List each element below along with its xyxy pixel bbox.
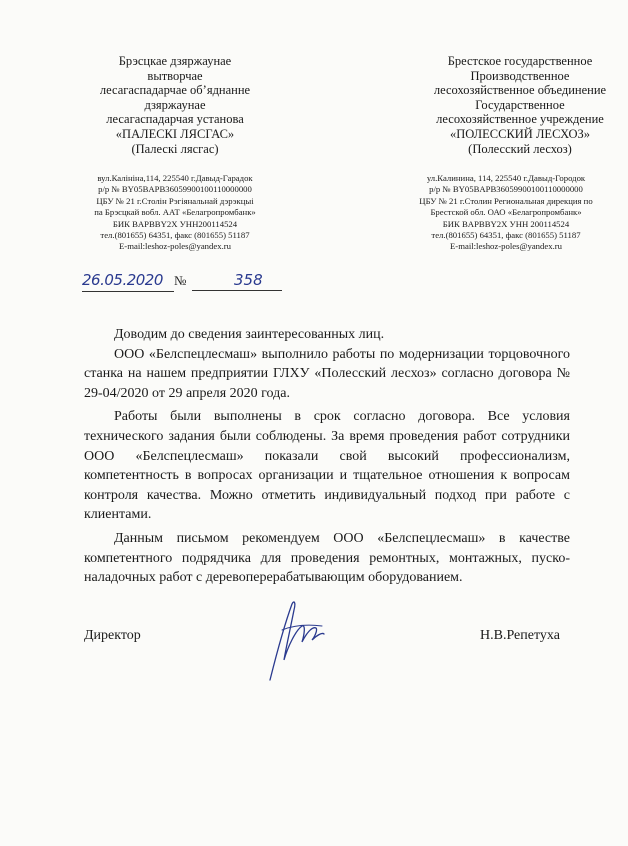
org-line: вытворчае xyxy=(147,68,203,83)
org-line: Брестское государственное xyxy=(447,54,593,68)
org-name-russian xyxy=(400,54,628,156)
requisite-line: Брестской обл. ОАО «Белагропромбанк» xyxy=(430,207,582,218)
org-line: (Полесский лесхоз) xyxy=(468,141,572,156)
requisite-line: р/р № BY05BAPB36059900100110000000 xyxy=(98,184,252,195)
requisites-russian xyxy=(392,173,620,253)
org-line: «ПОЛЕССКИЙ ЛЕСХОЗ» xyxy=(449,126,591,141)
registration-date: 26.05.2020 xyxy=(82,271,174,292)
registration-line xyxy=(82,271,282,295)
requisite-line: БИК BAPBBY2X УНН 200114524 xyxy=(442,218,570,229)
org-line: лесагаспадарчае об’яднанне xyxy=(99,83,251,98)
letter-body xyxy=(84,325,570,588)
org-line: «ПАЛЕСКІ ЛЯСГАС» xyxy=(115,126,235,141)
paragraph-intro: Доводим до сведения заинтересованных лиц. xyxy=(114,327,385,342)
org-line: Производственное xyxy=(470,68,570,83)
signatory-name: Н.В.Репетуха xyxy=(480,628,560,643)
requisite-line: ул.Калинина, 114, 225540 г.Давыд-Городок xyxy=(426,173,586,183)
requisite-line: БИК BAPBBY2X УНН200114524 xyxy=(112,218,238,229)
org-line: Брэсцкае дзяржаунае xyxy=(118,54,232,68)
paragraph-quality: Работы были выполнены в срок согласно договора. Все условия технического задания были соблюдены. За время проведения работ сотрудники ООО «Белспецлесмаш» показали свой высокий профессионализм, компетентность в вопросах организации и тщательное отношения к вопросам контроля качества. Можно отметить индивидуальный подход при работе с клиентами. xyxy=(84,409,570,523)
paragraph-work-performed: ООО «Белспецлесмаш» выполнило работы по модернизации торцовочного станка на нашем предприятии ГЛХУ «Полесский лесхоз» согласно договора № 29-04/2020 от 29 апреля 2020 года. xyxy=(84,346,570,401)
requisite-line: ЦБУ № 21 г.Столін Рэгіянальнай дэрэкцыі xyxy=(96,195,254,206)
signatory-position: Директор xyxy=(84,628,141,643)
registration-number: 358 xyxy=(192,271,282,291)
org-line: лесохозяйственное учреждение xyxy=(436,112,604,127)
requisite-line: тел.(801655) 64351, факс (801655) 51187 xyxy=(431,230,581,241)
requisite-line: р/р № BY05BAPB36059900100110000000 xyxy=(429,184,583,195)
org-line: лесохозяйственное объединение xyxy=(433,83,607,98)
number-sign: № xyxy=(174,273,187,288)
email-line: E-mail:leshoz-poles@yandex.ru xyxy=(450,241,562,252)
requisites-belarusian xyxy=(62,173,288,253)
requisite-line: вул.Калініна,114, 225540 г.Давыд-Гарадок xyxy=(97,173,253,183)
handwritten-signature xyxy=(262,596,332,686)
requisite-line: па Брэсцкай вобл. ААТ «Белагропромбанк» xyxy=(94,207,256,218)
org-line: Государственное xyxy=(475,97,565,112)
org-line: лесагаспадарчая установа xyxy=(106,112,244,127)
paragraph-recommendation: Данным письмом рекомендуем ООО «Белспецлесмаш» в качестве компетентного подрядчика для проведения ремонтных, монтажных, пуско-наладочных работ с деревоперерабатывающим оборудованием. xyxy=(84,530,570,586)
requisite-line: тел.(801655) 64351, факс (801655) 51187 xyxy=(100,230,250,241)
requisite-line: ЦБУ № 21 г.Столин Региональная дирекция по xyxy=(419,195,593,206)
org-name-belarusian xyxy=(70,54,280,156)
org-line: (Палескі лясгас) xyxy=(131,141,219,156)
org-line: дзяржаунае xyxy=(144,97,206,112)
email-line: E-mail:leshoz-poles@yandex.ru xyxy=(119,241,231,252)
